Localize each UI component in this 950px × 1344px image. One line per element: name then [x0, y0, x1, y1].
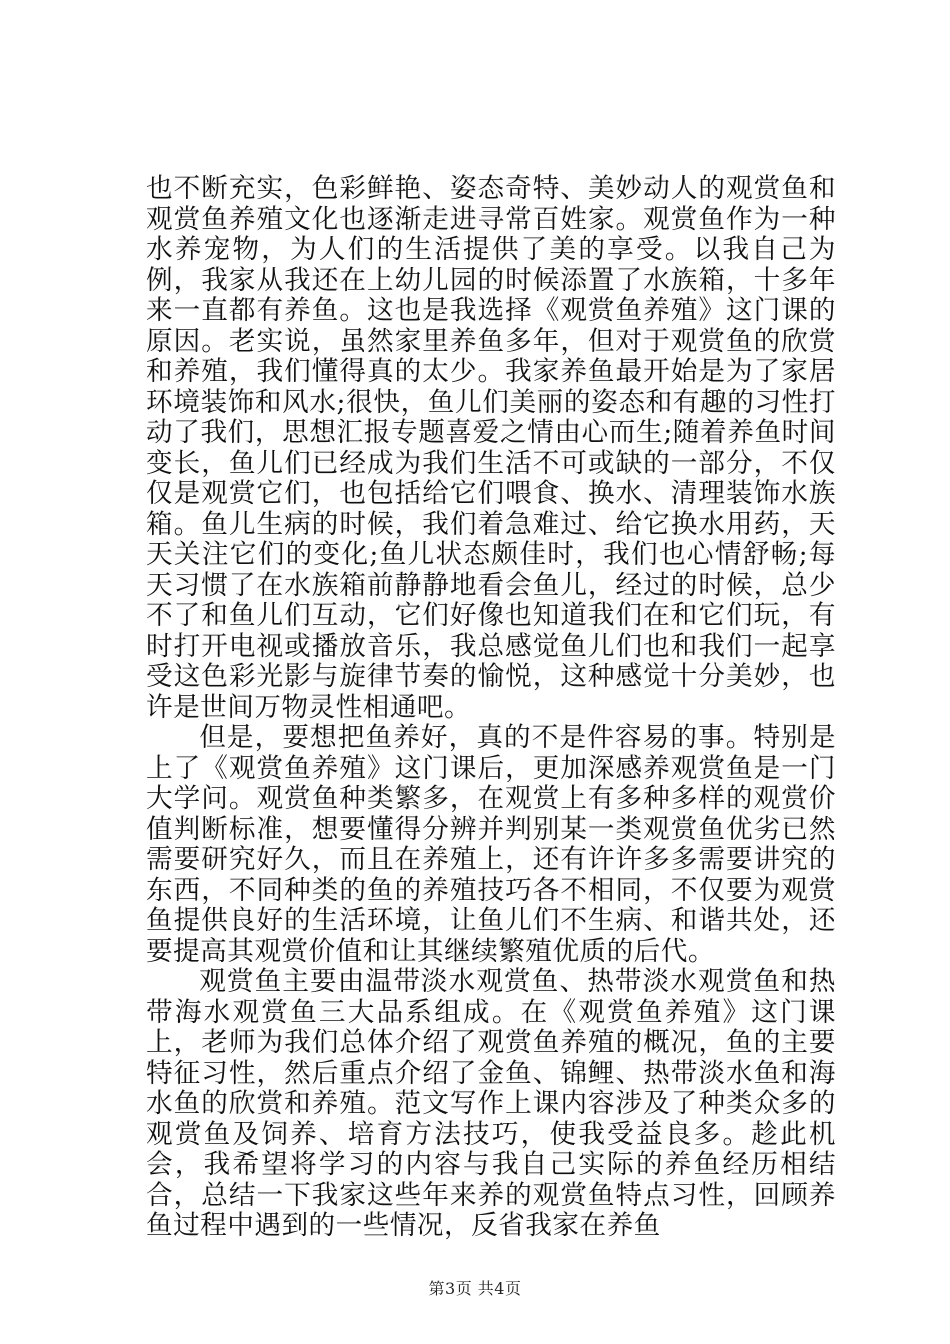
document-body: [146, 174, 836, 1242]
paragraph-3: 观赏鱼主要由温带淡水观赏鱼、热带淡水观赏鱼和热带海水观赏鱼三大品系组成。在《观赏鱼养殖》这门课上，老师为我们总体介绍了观赏鱼养殖的概况，鱼的主要特征习性，然后重点介绍了金鱼、锦鲤、热带淡水鱼和海水鱼的欣赏和养殖。范文写作上课内容涉及了种类众多的观赏鱼及饲养、培育方法技巧，使我受益良多。趁此机会，我希望将学习的内容与我自己实际的养鱼经历相结合，总结一下我家这些年来养的观赏鱼特点习性，回顾养鱼过程中遇到的一些情况，反省我家在养鱼: [146, 966, 836, 1241]
paragraph-1: 也不断充实，色彩鲜艳、姿态奇特、美妙动人的观赏鱼和观赏鱼养殖文化也逐渐走进寻常百姓家。观赏鱼作为一种水养宠物，为人们的生活提供了美的享受。以我自己为例，我家从我还在上幼儿园的时候添置了水族箱，十多年来一直都有养鱼。这也是我选择《观赏鱼养殖》这门课的原因。老实说，虽然家里养鱼多年，但对于观赏鱼的欣赏和养殖，我们懂得真的太少。我家养鱼最开始是为了家居环境装饰和风水;很快，鱼儿们美丽的姿态和有趣的习性打动了我们，思想汇报专题喜爱之情由心而生;随着养鱼时间变长，鱼儿们已经成为我们生活不可或缺的一部分，不仅仅是观赏它们，也包括给它们喂食、换水、清理装饰水族箱。鱼儿生病的时候，我们着急难过、给它换水用药，天天关注它们的变化;鱼儿状态颇佳时，我们也心情舒畅;每天习惯了在水族箱前静静地看会鱼儿，经过的时候，总少不了和鱼儿们互动，它们好像也知道我们在和它们玩，有时打开电视或播放音乐，我总感觉鱼儿们也和我们一起享受这色彩光影与旋律节奏的愉悦，这种感觉十分美妙，也许是世间万物灵性相通吧。: [146, 173, 836, 723]
paragraph-2: 但是，要想把鱼养好，真的不是件容易的事。特别是上了《观赏鱼养殖》这门课后，更加深感养观赏鱼是一门大学问。观赏鱼种类繁多，在观赏上有多种多样的观赏价值判断标准，想要懂得分辨并判别某一类观赏鱼优劣已然需要研究好久，而且在养殖上，还有许许多多需要讲究的东西，不同种类的鱼的养殖技巧各不相同，不仅要为观赏鱼提供良好的生活环境，让鱼儿们不生病、和谐共处，还要提高其观赏价值和让其继续繁殖优质的后代。: [146, 722, 836, 967]
page-number-footer: 第3页 共4页: [428, 1279, 522, 1298]
